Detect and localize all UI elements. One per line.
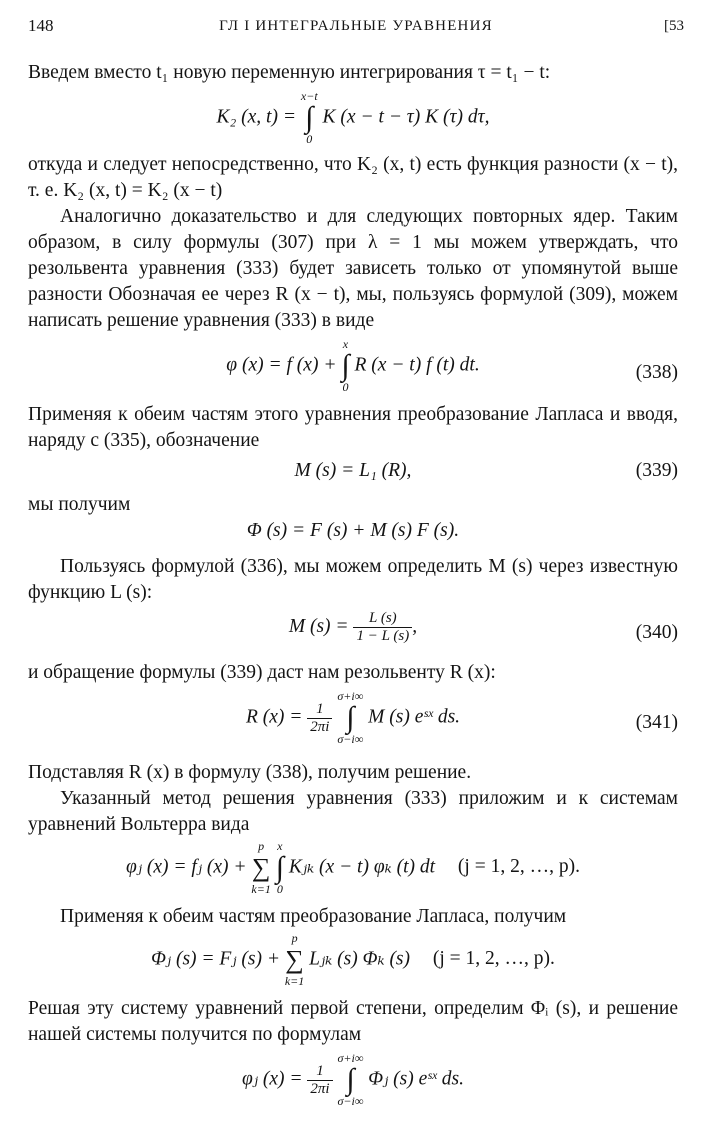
equation-lhs: φⱼ (x) = <box>242 1068 303 1090</box>
running-title: ГЛ I ИНТЕГРАЛЬНЫЕ УРАВНЕНИЯ <box>219 18 493 34</box>
paragraph: откуда и следует непосредственно, что K₂ (x, t) есть функция разности (x − t), т. е. K₂ (x, t) = K₂ (x − t) <box>28 154 678 201</box>
fraction-numerator: 1 <box>307 1063 332 1081</box>
equation-rhs: R (x − t) f (t) dt. <box>354 354 480 376</box>
sum-lower-limit: k=1 <box>284 974 305 988</box>
fraction-numerator: L (s) <box>353 610 412 628</box>
equation-text: M (s) = L₁ (R), <box>294 460 412 481</box>
equation-phi <box>28 518 678 554</box>
equation-inverse <box>28 1048 678 1122</box>
equation-338 <box>28 334 678 402</box>
integral-upper-limit: σ+i∞ <box>337 1051 364 1065</box>
paragraph: Аналогично доказательство и для следующих повторных ядер. Таким образом, в силу формулы (307) при λ = 1 мы можем утверждать, что резольвента уравнения (333) будет зависеть только от упомянутой выше разности Обозначая ее через R (x − t), мы, пользуясь формулой (309), можем написать решение уравнения (333) в виде <box>28 206 678 331</box>
equation-rhs: Φⱼ (s) eˢˣ ds. <box>368 1068 464 1090</box>
integral-upper-limit: x−t <box>300 89 318 103</box>
fraction-denominator: 2πi <box>310 1080 330 1097</box>
integral-sign: σ+i∞ ∫ σ−i∞ <box>337 1051 364 1108</box>
fraction <box>307 1063 332 1098</box>
equation-number: (341) <box>635 712 678 733</box>
equation-341 <box>28 686 678 760</box>
equation-k2 <box>28 86 678 152</box>
page-number: 148 <box>28 16 54 35</box>
section-marker: [53 <box>664 18 684 34</box>
paragraph: мы получим <box>28 494 131 515</box>
equation-339 <box>28 454 678 492</box>
paragraph: и обращение формулы (339) даст нам резольвенту R (x): <box>28 662 496 683</box>
sum-upper-limit: p <box>291 931 298 945</box>
fraction <box>307 701 332 736</box>
equation-lhs: R (x) = <box>245 706 303 728</box>
integral-lower-limit: 0 <box>276 882 283 896</box>
integral-lower-limit: 0 <box>306 132 313 146</box>
equation-lhs: Φⱼ (s) = Fⱼ (s) + <box>151 948 280 970</box>
equation-condition: (j = 1, 2, …, p). <box>457 856 580 878</box>
equation-lhs: φ (x) = f (x) + <box>226 354 337 376</box>
fraction-denominator: 1 − L (s) <box>356 628 410 644</box>
equation-rhs: M (s) eˢˣ ds. <box>368 706 461 728</box>
equation-number: (338) <box>635 362 678 383</box>
page-header <box>28 16 684 40</box>
fraction-denominator: 2πi <box>310 718 330 735</box>
paragraph: Подставляя R (x) в формулу (338), получим решение. <box>28 762 472 783</box>
paragraph: Введем вместо t₁ новую переменную интегрирования τ = t₁ − t: <box>28 62 551 83</box>
equation-tail: , <box>412 615 418 637</box>
equation-rhs: Kⱼₖ (x − t) φₖ (t) dt <box>288 856 436 878</box>
integral-sign: x ∫ 0 <box>275 839 284 896</box>
integral-upper-limit: σ+i∞ <box>337 689 364 703</box>
paragraph: Указанный метод решения уравнения (333) приложим и к системам уравнений Вольтерра вида <box>28 788 678 835</box>
integral-lower-limit: σ−i∞ <box>337 732 364 746</box>
equation-number: (340) <box>635 622 678 643</box>
equation-lhs: φⱼ (x) = fⱼ (x) + <box>126 856 247 878</box>
sum-sign: p ∑ k=1 <box>284 931 305 988</box>
equation-laplace-system <box>28 930 678 996</box>
paragraph: Применяя к обеим частям этого уравнения преобразование Лапласа и вводя, наряду с (335), обозначение <box>28 404 678 451</box>
paragraph: Пользуясь формулой (336), мы можем определить M (s) через известную функцию L (s): <box>28 556 678 603</box>
integral-upper-limit: x <box>277 839 283 853</box>
integral-sign: x−t ∫ 0 <box>300 89 318 146</box>
integral-sign: x ∫ 0 <box>341 337 350 394</box>
page-body <box>28 60 678 1122</box>
integral-upper-limit: x <box>342 337 349 351</box>
sum-upper-limit: p <box>258 839 265 853</box>
equation-number: (339) <box>635 460 678 481</box>
fraction-numerator: 1 <box>307 701 332 719</box>
equation-340 <box>28 606 678 660</box>
paragraph: Применяя к обеим частям преобразование Лапласа, получим <box>60 906 567 927</box>
paragraph: Решая эту систему уравнений первой степени, определим Φᵢ (s), и решение нашей системы получится по формулам <box>28 998 678 1045</box>
sum-lower-limit: k=1 <box>251 882 271 896</box>
sum-sign: p ∑ k=1 <box>251 839 271 896</box>
equation-lhs: K₂ (x, t) = <box>216 106 297 128</box>
equation-lhs: M (s) = <box>288 615 349 637</box>
equation-rhs: Lⱼₖ (s) Φₖ (s) <box>309 948 411 970</box>
integral-sign: σ+i∞ ∫ σ−i∞ <box>337 689 364 746</box>
equation-rhs: K (x − t − τ) K (τ) dτ, <box>322 106 490 128</box>
fraction <box>353 610 412 645</box>
equation-condition: (j = 1, 2, …, p). <box>432 948 555 970</box>
integral-lower-limit: σ−i∞ <box>337 1094 364 1108</box>
equation-text: Φ (s) = F (s) + M (s) F (s). <box>246 520 460 541</box>
integral-lower-limit: 0 <box>342 380 349 394</box>
equation-volterra-system <box>28 838 678 904</box>
